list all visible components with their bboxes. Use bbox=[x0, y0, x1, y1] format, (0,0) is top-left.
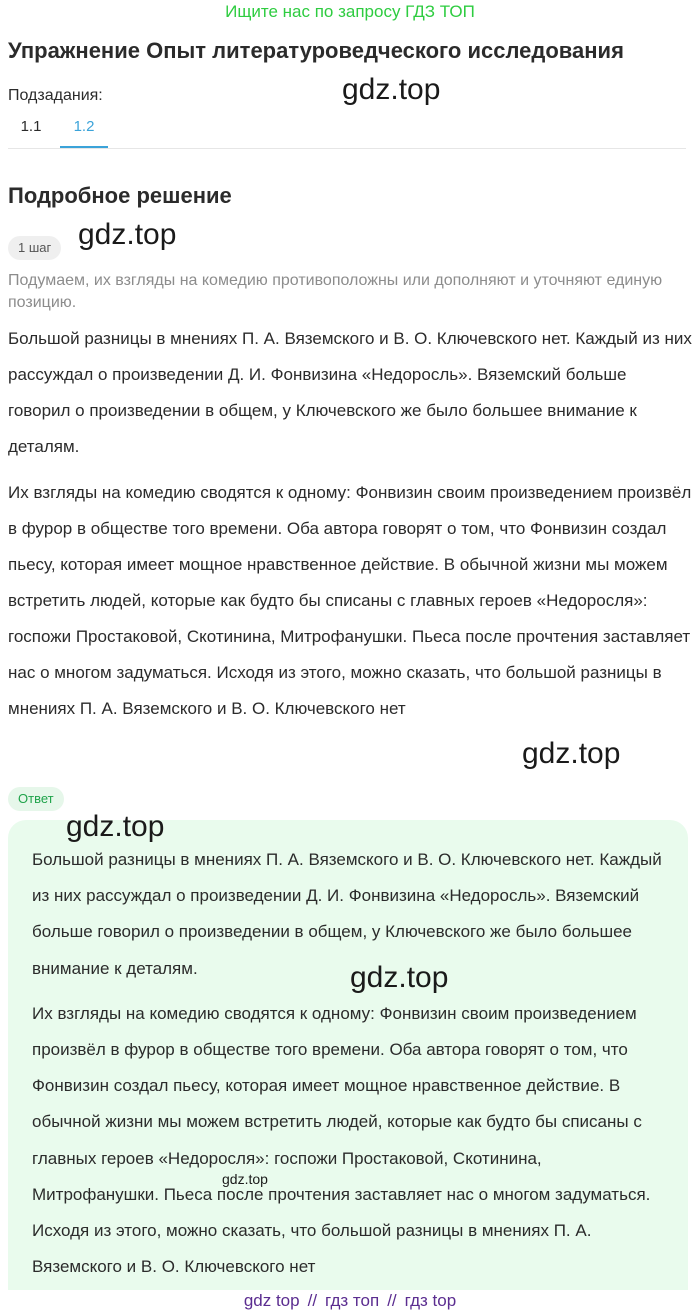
answer-paragraph: Большой разницы в мнениях П. А. Вяземского и В. О. Ключевского нет. Каждый из них рассуждал о произведении Д. И. Фонвизина «Недоросль». Вяземский больше говорил о произведении в общем, у Ключевского же было большее внимание к деталям. bbox=[32, 850, 662, 978]
step-hint: Подумаем, их взгляды на комедию противоположны или дополняют и уточняют единую позицию. bbox=[8, 272, 663, 311]
search-promo-banner: Ищите нас по запросу ГДЗ ТОП bbox=[225, 2, 475, 21]
page-title: Упражнение Опыт литературоведческого исследования bbox=[8, 38, 624, 63]
watermark: gdz.top bbox=[66, 810, 165, 843]
solution-paragraph: Их взгляды на комедию сводятся к одному: Фонвизин своим произведением произвёл в фурор в обществе того времени. Оба автора говорят о том, что Фонвизин создал пьесу, которая имеет мощное нравственное действие. В обычной жизни мы можем встретить людей, которые как будто бы списаны с главных героев «Недоросля»: госпожи Простаковой, Скотинина, Митрофанушки. Пьеса после прочтения заставляет нас о многом задуматься. Исходя из этого, можно сказать, что большой разницы в мнениях П. А. Вяземского и В. О. Ключевского нет bbox=[8, 483, 692, 718]
footer-separator: // bbox=[307, 1291, 318, 1310]
subtasks-label: Подзадания: bbox=[8, 87, 103, 104]
answer-paragraph: Их взгляды на комедию сводятся к одному: Фонвизин своим произведением произвёл в фурор в обществе того времени. Оба автора говорят о том, что Фонвизин создал пьесу, которая имеет мощное нравственное действие. В обычной жизни мы можем встретить людей, которые как будто бы списаны с главных героев «Недоросля»: госпожи Простаковой, Скотинина, Митрофанушки. Пьеса после прочтения заставляет нас о многом задуматься. Исходя из этого, можно сказать, что большой разницы в мнениях П. А. Вяземского и В. О. Ключевского нет bbox=[32, 1003, 651, 1277]
watermark: gdz.top bbox=[342, 73, 441, 106]
step-badge: 1 шаг bbox=[8, 236, 61, 260]
subtask-tabs bbox=[8, 112, 686, 149]
watermark-small: gdz.top bbox=[222, 1171, 268, 1187]
answer-body bbox=[32, 842, 668, 1294]
footer-link-gdz-top-ru[interactable]: гдз топ bbox=[325, 1291, 380, 1310]
footer-link-gdz-top[interactable]: gdz top bbox=[243, 1291, 300, 1310]
answer-badge: Ответ bbox=[8, 787, 64, 811]
footer-links bbox=[0, 1289, 700, 1313]
tab-subtask-1-2[interactable]: 1.2 bbox=[60, 112, 108, 148]
watermark: gdz.top bbox=[78, 218, 177, 251]
tab-subtask-1-1[interactable]: 1.1 bbox=[20, 118, 42, 135]
watermark: gdz.top bbox=[522, 737, 621, 770]
footer-link-gdz-top-mixed[interactable]: гдз top bbox=[404, 1291, 457, 1310]
solution-paragraph: Большой разницы в мнениях П. А. Вяземского и В. О. Ключевского нет. Каждый из них рассуждал о произведении Д. И. Фонвизина «Недоросль». Вяземский больше говорил о произведении в общем, у Ключевского же было большее внимание к деталям. bbox=[8, 329, 692, 456]
footer-separator: // bbox=[387, 1291, 397, 1310]
solution-body bbox=[8, 321, 692, 737]
watermark: gdz.top bbox=[350, 961, 449, 994]
solution-title: Подробное решение bbox=[8, 183, 232, 208]
